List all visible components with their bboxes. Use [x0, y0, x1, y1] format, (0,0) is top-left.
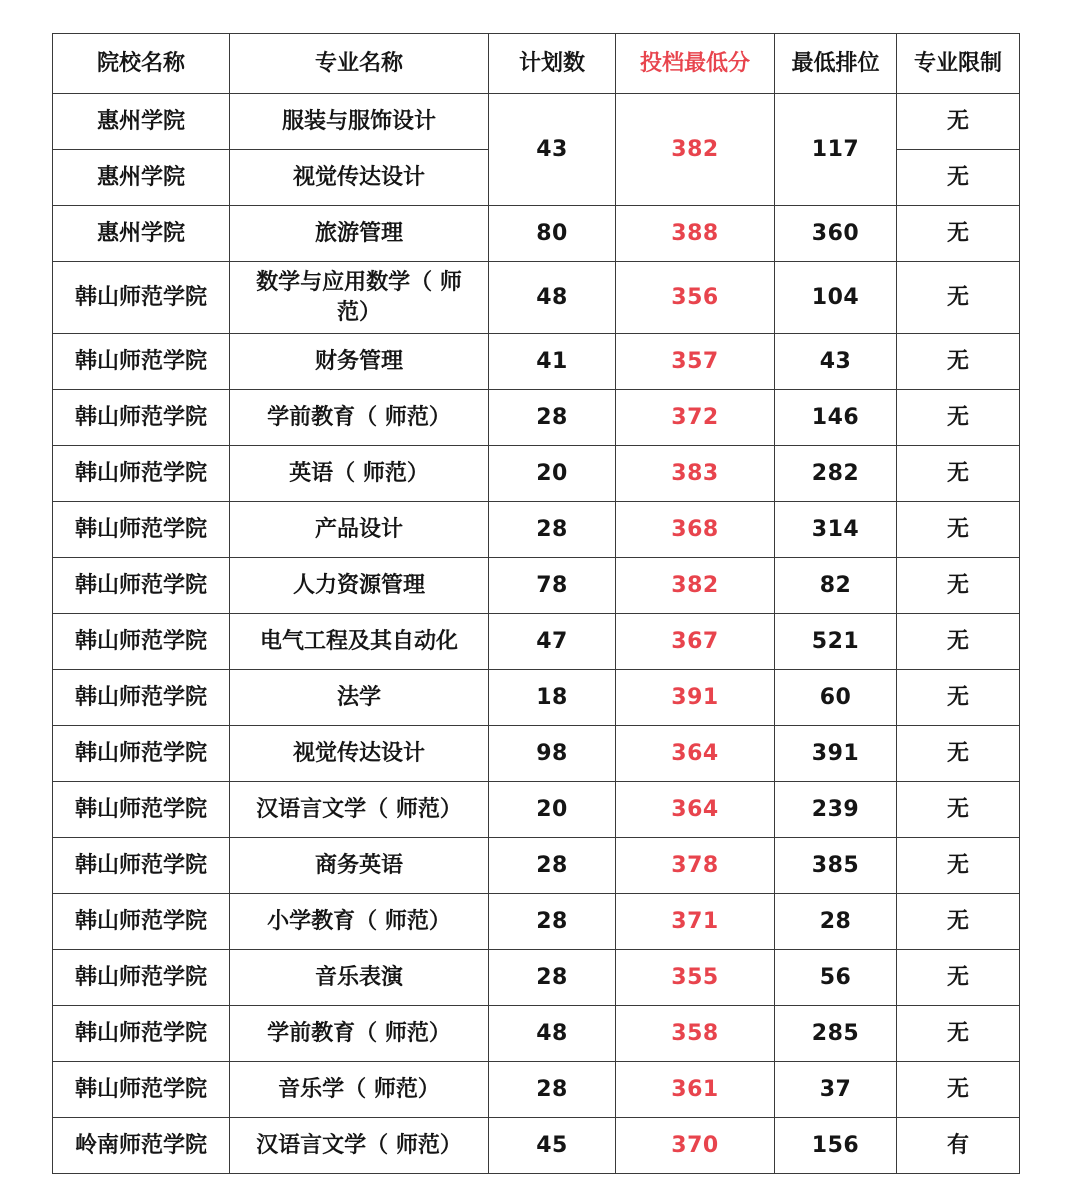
cell-min-rank: 37 — [775, 1062, 897, 1118]
cell-min-score: 382 — [616, 558, 775, 614]
cell-min-score: 378 — [616, 838, 775, 894]
cell-plan: 28 — [489, 894, 616, 950]
table-row — [53, 262, 1020, 334]
cell-min-rank: 285 — [775, 1006, 897, 1062]
cell-min-score: 368 — [616, 502, 775, 558]
table-row — [53, 838, 1020, 894]
table-row — [53, 390, 1020, 446]
cell-restriction: 无 — [897, 1006, 1020, 1062]
cell-school: 韩山师范学院 — [53, 670, 230, 726]
cell-restriction: 无 — [897, 334, 1020, 390]
cell-plan: 28 — [489, 390, 616, 446]
cell-restriction: 无 — [897, 1062, 1020, 1118]
cell-min-rank: 56 — [775, 950, 897, 1006]
table-row — [53, 894, 1020, 950]
cell-min-score: 370 — [616, 1118, 775, 1174]
cell-school: 韩山师范学院 — [53, 838, 230, 894]
cell-restriction: 无 — [897, 950, 1020, 1006]
cell-min-rank: 239 — [775, 782, 897, 838]
cell-major: 服装与服饰设计 — [230, 94, 489, 150]
cell-plan: 28 — [489, 1062, 616, 1118]
table-row — [53, 614, 1020, 670]
table-row — [53, 94, 1020, 150]
table-row — [53, 1006, 1020, 1062]
cell-plan: 78 — [489, 558, 616, 614]
cell-plan: 43 — [489, 94, 616, 206]
cell-restriction: 无 — [897, 726, 1020, 782]
header-school: 院校名称 — [53, 34, 230, 94]
cell-min-score: 367 — [616, 614, 775, 670]
table-row — [53, 670, 1020, 726]
cell-plan: 28 — [489, 950, 616, 1006]
cell-major: 视觉传达设计 — [230, 150, 489, 206]
cell-restriction: 无 — [897, 558, 1020, 614]
table-row — [53, 726, 1020, 782]
cell-major: 电气工程及其自动化 — [230, 614, 489, 670]
cell-restriction: 无 — [897, 838, 1020, 894]
cell-min-score: 391 — [616, 670, 775, 726]
cell-school: 韩山师范学院 — [53, 614, 230, 670]
table-row — [53, 334, 1020, 390]
header-row — [53, 34, 1020, 94]
cell-min-rank: 104 — [775, 262, 897, 334]
cell-min-score: 372 — [616, 390, 775, 446]
cell-major: 学前教育（ 师范） — [230, 1006, 489, 1062]
cell-restriction: 有 — [897, 1118, 1020, 1174]
cell-min-score: 358 — [616, 1006, 775, 1062]
cell-major: 英语（ 师范） — [230, 446, 489, 502]
table-row — [53, 782, 1020, 838]
cell-restriction: 无 — [897, 206, 1020, 262]
table-row — [53, 1062, 1020, 1118]
cell-plan: 48 — [489, 262, 616, 334]
cell-restriction: 无 — [897, 390, 1020, 446]
cell-restriction: 无 — [897, 446, 1020, 502]
cell-school: 韩山师范学院 — [53, 726, 230, 782]
cell-plan: 28 — [489, 502, 616, 558]
cell-major: 数学与应用数学（ 师范） — [230, 262, 489, 334]
cell-plan: 98 — [489, 726, 616, 782]
cell-school: 岭南师范学院 — [53, 1118, 230, 1174]
cell-school: 惠州学院 — [53, 94, 230, 150]
header-plan: 计划数 — [489, 34, 616, 94]
cell-min-rank: 82 — [775, 558, 897, 614]
cell-major: 汉语言文学（ 师范） — [230, 782, 489, 838]
cell-restriction: 无 — [897, 150, 1020, 206]
cell-major: 小学教育（ 师范） — [230, 894, 489, 950]
cell-school: 韩山师范学院 — [53, 782, 230, 838]
cell-restriction: 无 — [897, 94, 1020, 150]
cell-major: 人力资源管理 — [230, 558, 489, 614]
cell-restriction: 无 — [897, 502, 1020, 558]
cell-min-score: 382 — [616, 94, 775, 206]
table-row — [53, 558, 1020, 614]
header-restriction: 专业限制 — [897, 34, 1020, 94]
cell-plan: 80 — [489, 206, 616, 262]
cell-major: 法学 — [230, 670, 489, 726]
cell-min-rank: 521 — [775, 614, 897, 670]
cell-min-rank: 43 — [775, 334, 897, 390]
cell-school: 韩山师范学院 — [53, 390, 230, 446]
cell-min-score: 383 — [616, 446, 775, 502]
cell-restriction: 无 — [897, 614, 1020, 670]
table-row — [53, 950, 1020, 1006]
cell-min-score: 356 — [616, 262, 775, 334]
cell-school: 韩山师范学院 — [53, 1006, 230, 1062]
cell-school: 韩山师范学院 — [53, 1062, 230, 1118]
cell-min-score: 357 — [616, 334, 775, 390]
cell-min-rank: 60 — [775, 670, 897, 726]
cell-restriction: 无 — [897, 262, 1020, 334]
cell-major: 旅游管理 — [230, 206, 489, 262]
cell-min-rank: 391 — [775, 726, 897, 782]
cell-plan: 45 — [489, 1118, 616, 1174]
table-row — [53, 1118, 1020, 1174]
cell-min-score: 371 — [616, 894, 775, 950]
cell-plan: 18 — [489, 670, 616, 726]
cell-school: 韩山师范学院 — [53, 894, 230, 950]
cell-min-rank: 314 — [775, 502, 897, 558]
cell-min-rank: 360 — [775, 206, 897, 262]
cell-major: 学前教育（ 师范） — [230, 390, 489, 446]
cell-school: 韩山师范学院 — [53, 558, 230, 614]
admission-score-table — [52, 33, 1020, 1174]
cell-major: 视觉传达设计 — [230, 726, 489, 782]
cell-school: 韩山师范学院 — [53, 950, 230, 1006]
cell-major: 产品设计 — [230, 502, 489, 558]
cell-min-rank: 282 — [775, 446, 897, 502]
cell-min-score: 364 — [616, 782, 775, 838]
cell-min-score: 355 — [616, 950, 775, 1006]
cell-plan: 41 — [489, 334, 616, 390]
header-major: 专业名称 — [230, 34, 489, 94]
cell-school: 韩山师范学院 — [53, 334, 230, 390]
cell-min-rank: 156 — [775, 1118, 897, 1174]
cell-school: 韩山师范学院 — [53, 502, 230, 558]
cell-plan: 20 — [489, 446, 616, 502]
cell-major: 音乐学（ 师范） — [230, 1062, 489, 1118]
cell-school: 惠州学院 — [53, 150, 230, 206]
cell-school: 韩山师范学院 — [53, 446, 230, 502]
table-row — [53, 206, 1020, 262]
cell-restriction: 无 — [897, 670, 1020, 726]
cell-restriction: 无 — [897, 782, 1020, 838]
cell-major: 商务英语 — [230, 838, 489, 894]
table-row — [53, 446, 1020, 502]
cell-plan: 47 — [489, 614, 616, 670]
cell-major: 音乐表演 — [230, 950, 489, 1006]
cell-plan: 48 — [489, 1006, 616, 1062]
header-min-rank: 最低排位 — [775, 34, 897, 94]
cell-school: 惠州学院 — [53, 206, 230, 262]
cell-min-rank: 385 — [775, 838, 897, 894]
cell-min-score: 364 — [616, 726, 775, 782]
cell-plan: 20 — [489, 782, 616, 838]
header-min-score: 投档最低分 — [616, 34, 775, 94]
cell-restriction: 无 — [897, 894, 1020, 950]
cell-min-rank: 28 — [775, 894, 897, 950]
cell-plan: 28 — [489, 838, 616, 894]
cell-min-score: 361 — [616, 1062, 775, 1118]
cell-major: 汉语言文学（ 师范） — [230, 1118, 489, 1174]
cell-min-rank: 117 — [775, 94, 897, 206]
cell-min-rank: 146 — [775, 390, 897, 446]
cell-min-score: 388 — [616, 206, 775, 262]
cell-major: 财务管理 — [230, 334, 489, 390]
table-row — [53, 502, 1020, 558]
cell-school: 韩山师范学院 — [53, 262, 230, 334]
